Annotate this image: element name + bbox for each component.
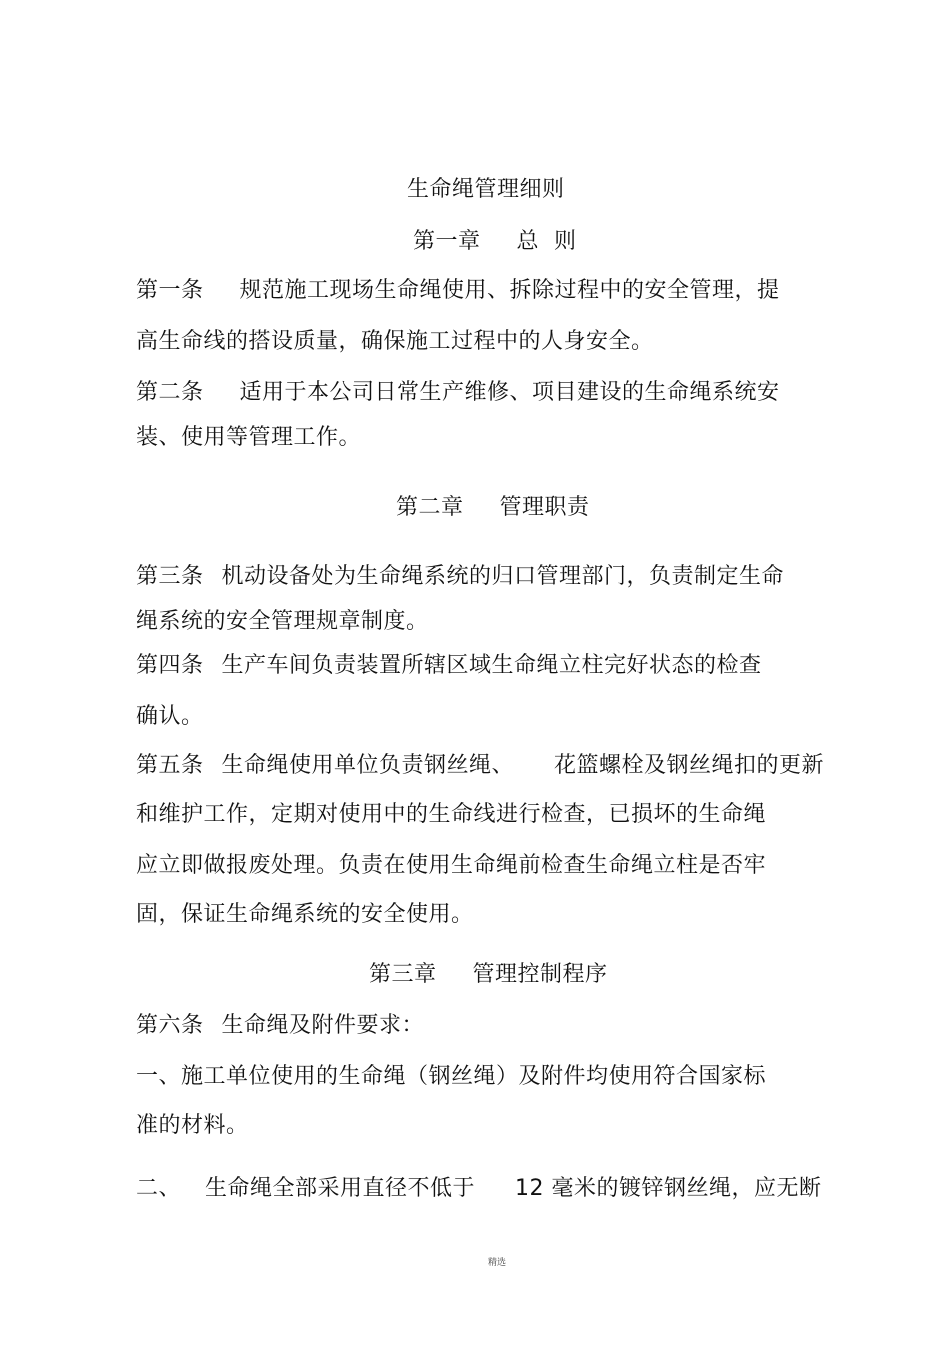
chapter-1-name: 总 则	[516, 229, 577, 254]
article-6-text-1: 生命绳及附件要求：	[221, 1013, 425, 1038]
article-3-number: 第三条	[136, 564, 204, 589]
item-1-line-1: 一、施工单位使用的生命绳（钢丝绳）及附件均使用符合国家标	[136, 1064, 767, 1089]
item-2-line-1	[136, 1175, 822, 1203]
page-footer: 精选	[488, 1258, 507, 1268]
article-5-text-1b: 花篮螺栓及钢丝绳扣的更新	[554, 753, 825, 778]
chapter-3-name: 管理控制程序	[472, 962, 608, 987]
chapter-3-number: 第三章	[369, 962, 437, 987]
article-6-line-1	[136, 1012, 424, 1040]
article-6-number: 第六条	[136, 1013, 204, 1038]
chapter-3-heading	[369, 961, 608, 989]
document-title: 生命绳管理细则	[407, 177, 565, 202]
article-3-line-1	[136, 563, 784, 591]
article-5-number: 第五条	[136, 753, 204, 778]
chapter-2-heading	[396, 494, 590, 522]
article-5-line-1	[136, 752, 824, 780]
article-1-number: 第一条	[136, 278, 204, 303]
article-2-text-1: 适用于本公司日常生产维修、项目建设的生命绳系统安	[239, 380, 780, 405]
item-1-line-2: 准的材料。	[136, 1113, 249, 1138]
article-3-line-2: 绳系统的安全管理规章制度。	[136, 609, 429, 634]
article-5-line-4: 固，保证生命绳系统的安全使用。	[136, 902, 474, 927]
article-3-text-1: 机动设备处为生命绳系统的归口管理部门，负责制定生命	[221, 564, 785, 589]
article-4-line-2: 确认。	[136, 704, 204, 729]
article-4-line-1	[136, 652, 762, 680]
article-5-text-1a: 生命绳使用单位负责钢丝绳、	[221, 753, 515, 778]
article-4-number: 第四条	[136, 653, 204, 678]
item-2-number: 二、	[136, 1176, 182, 1201]
chapter-1-heading	[413, 228, 577, 256]
article-1-line-1	[136, 277, 780, 305]
article-2-line-1	[136, 379, 780, 407]
item-2-text-1b: 12 毫米的镀锌钢丝绳，应无断	[515, 1176, 822, 1201]
chapter-2-name: 管理职责	[499, 495, 590, 520]
article-4-text-1: 生产车间负责装置所辖区域生命绳立柱完好状态的检查	[221, 653, 762, 678]
article-1-line-2: 高生命线的搭设质量，确保施工过程中的人身安全。	[136, 329, 654, 354]
article-2-number: 第二条	[136, 380, 204, 405]
item-2-text-1a: 生命绳全部采用直径不低于	[205, 1176, 476, 1201]
article-2-line-2: 装、使用等管理工作。	[136, 425, 362, 450]
article-5-line-3: 应立即做报废处理。负责在使用生命绳前检查生命绳立柱是否牢	[136, 853, 767, 878]
article-1-text-1: 规范施工现场生命绳使用、拆除过程中的安全管理，提	[239, 278, 780, 303]
chapter-2-number: 第二章	[396, 495, 464, 520]
article-5-line-2: 和维护工作，定期对使用中的生命线进行检查，已损坏的生命绳	[136, 802, 767, 827]
chapter-1-number: 第一章	[413, 229, 481, 254]
